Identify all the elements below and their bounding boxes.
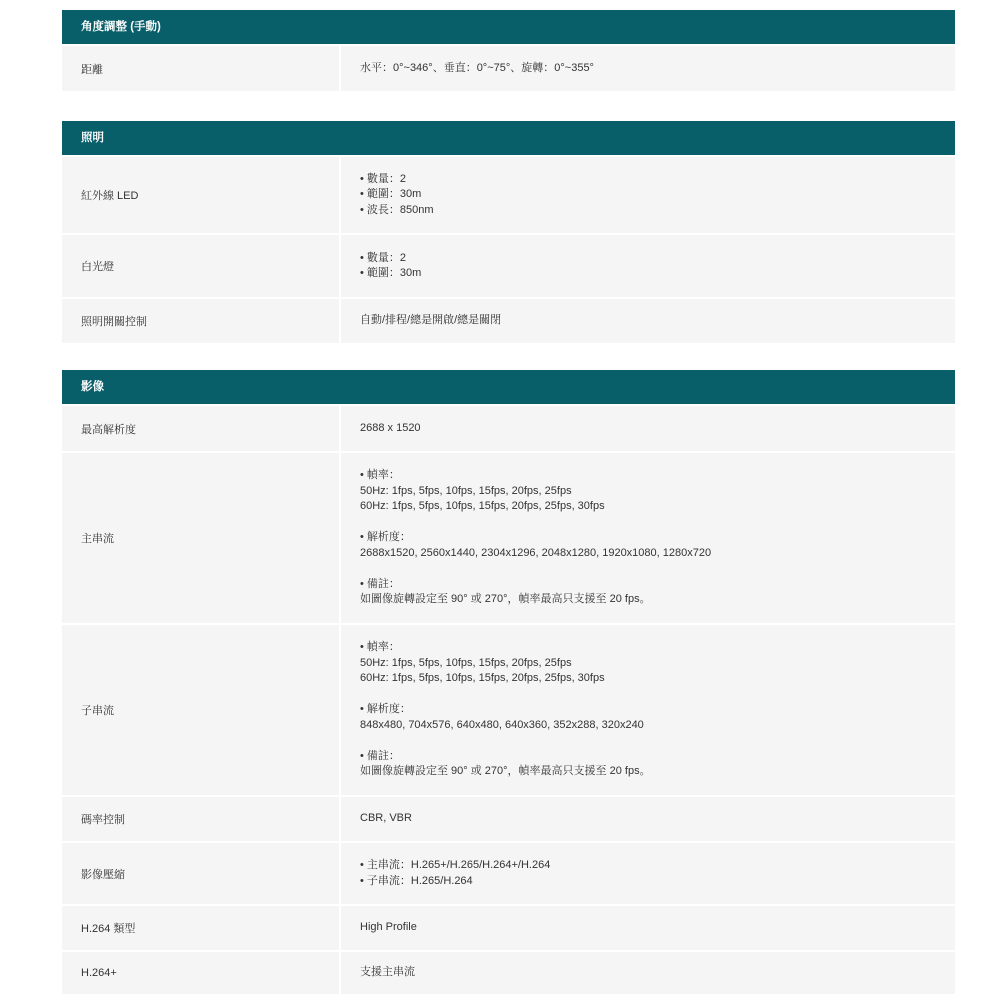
spec-label: 照明開關控制 bbox=[81, 316, 147, 328]
spec-label: H.264+ bbox=[81, 967, 117, 979]
spec-line: • 子串流：H.265/H.264 bbox=[360, 874, 473, 887]
spec-value bbox=[339, 625, 955, 795]
angle-adjustment-section bbox=[62, 10, 955, 91]
spec-label: H.264 類型 bbox=[81, 923, 136, 935]
section-header: 角度調整 (手動) bbox=[62, 10, 955, 44]
spec-label: 距離 bbox=[81, 63, 103, 76]
spec-row-main-stream bbox=[62, 451, 955, 623]
spec-label: 碼率控制 bbox=[81, 814, 125, 826]
spec-line: • 備註： bbox=[360, 577, 400, 590]
spec-value bbox=[339, 453, 955, 623]
spec-line: 50Hz: 1fps, 5fps, 10fps, 15fps, 20fps, 25fps bbox=[360, 484, 572, 497]
spec-line: 如圖像旋轉設定至 90° 或 270°，幀率最高只支援至 20 fps。 bbox=[360, 593, 651, 606]
spec-line: • 範圍：30m bbox=[360, 267, 422, 279]
spec-line: 50Hz: 1fps, 5fps, 10fps, 15fps, 20fps, 25fps bbox=[360, 656, 572, 669]
lighting-section bbox=[62, 121, 955, 343]
spec-value bbox=[339, 952, 955, 994]
spec-row-ir-led bbox=[62, 155, 955, 233]
spec-label: 影像壓縮 bbox=[81, 868, 125, 881]
spec-value-text: 水平：0°~346°、垂直：0°~75°、旋轉：0°~355° bbox=[360, 61, 594, 74]
spec-label: 最高解析度 bbox=[81, 423, 136, 436]
spec-value bbox=[339, 406, 955, 451]
image-section bbox=[62, 370, 955, 994]
spec-value bbox=[339, 797, 955, 841]
spec-value bbox=[339, 157, 955, 233]
spec-line: • 波長：850nm bbox=[360, 203, 434, 216]
spec-row-sub-stream bbox=[62, 623, 955, 795]
spec-label: 白光燈 bbox=[81, 261, 114, 273]
spec-value-text: 支援主串流 bbox=[360, 966, 415, 979]
section-header: 照明 bbox=[62, 121, 955, 155]
spec-value-text: CBR, VBR bbox=[360, 812, 412, 825]
spec-row-light-control bbox=[62, 297, 955, 343]
spec-line: • 幀率： bbox=[360, 641, 400, 654]
spec-value bbox=[339, 299, 955, 343]
spec-value bbox=[339, 235, 955, 297]
spec-line: 60Hz: 1fps, 5fps, 10fps, 15fps, 20fps, 25fps, 30fps bbox=[360, 500, 605, 513]
spec-row-white-light bbox=[62, 233, 955, 297]
spec-line: 如圖像旋轉設定至 90° 或 270°，幀率最高只支援至 20 fps。 bbox=[360, 765, 651, 778]
spec-row-distance bbox=[62, 44, 955, 91]
spec-row-h264-type bbox=[62, 904, 955, 950]
spec-value bbox=[339, 906, 955, 950]
spec-line: • 備註： bbox=[360, 749, 400, 762]
spec-row-compression bbox=[62, 841, 955, 904]
spec-value-text: 自動/排程/總是開啟/總是關閉 bbox=[360, 314, 502, 327]
spec-row-bitrate-control bbox=[62, 795, 955, 841]
spec-value-text: High Profile bbox=[360, 921, 417, 934]
spec-line: • 範圍：30m bbox=[360, 188, 422, 201]
spec-label: 主串流 bbox=[81, 533, 114, 545]
spec-line: • 數量：2 bbox=[360, 172, 407, 185]
spec-value bbox=[339, 843, 955, 904]
spec-line: • 幀率： bbox=[360, 469, 400, 482]
spec-line: • 解析度： bbox=[360, 703, 411, 716]
spec-value-text: 2688 x 1520 bbox=[360, 421, 421, 434]
spec-label: 紅外線 LED bbox=[81, 190, 139, 202]
spec-row-max-resolution bbox=[62, 404, 955, 451]
spec-line: 60Hz: 1fps, 5fps, 10fps, 15fps, 20fps, 25fps, 30fps bbox=[360, 672, 605, 685]
spec-line: • 主串流：H.265+/H.265/H.264+/H.264 bbox=[360, 859, 551, 871]
section-header: 影像 bbox=[62, 370, 955, 404]
spec-row-h264-plus bbox=[62, 950, 955, 994]
spec-line: 848x480, 704x576, 640x480, 640x360, 352x288, 320x240 bbox=[360, 718, 644, 731]
spec-value bbox=[339, 46, 955, 91]
spec-line: • 數量：2 bbox=[360, 251, 407, 264]
spec-line: • 解析度： bbox=[360, 531, 411, 544]
spec-label: 子串流 bbox=[81, 705, 114, 717]
spec-line: 2688x1520, 2560x1440, 2304x1296, 2048x1280, 1920x1080, 1280x720 bbox=[360, 546, 712, 559]
